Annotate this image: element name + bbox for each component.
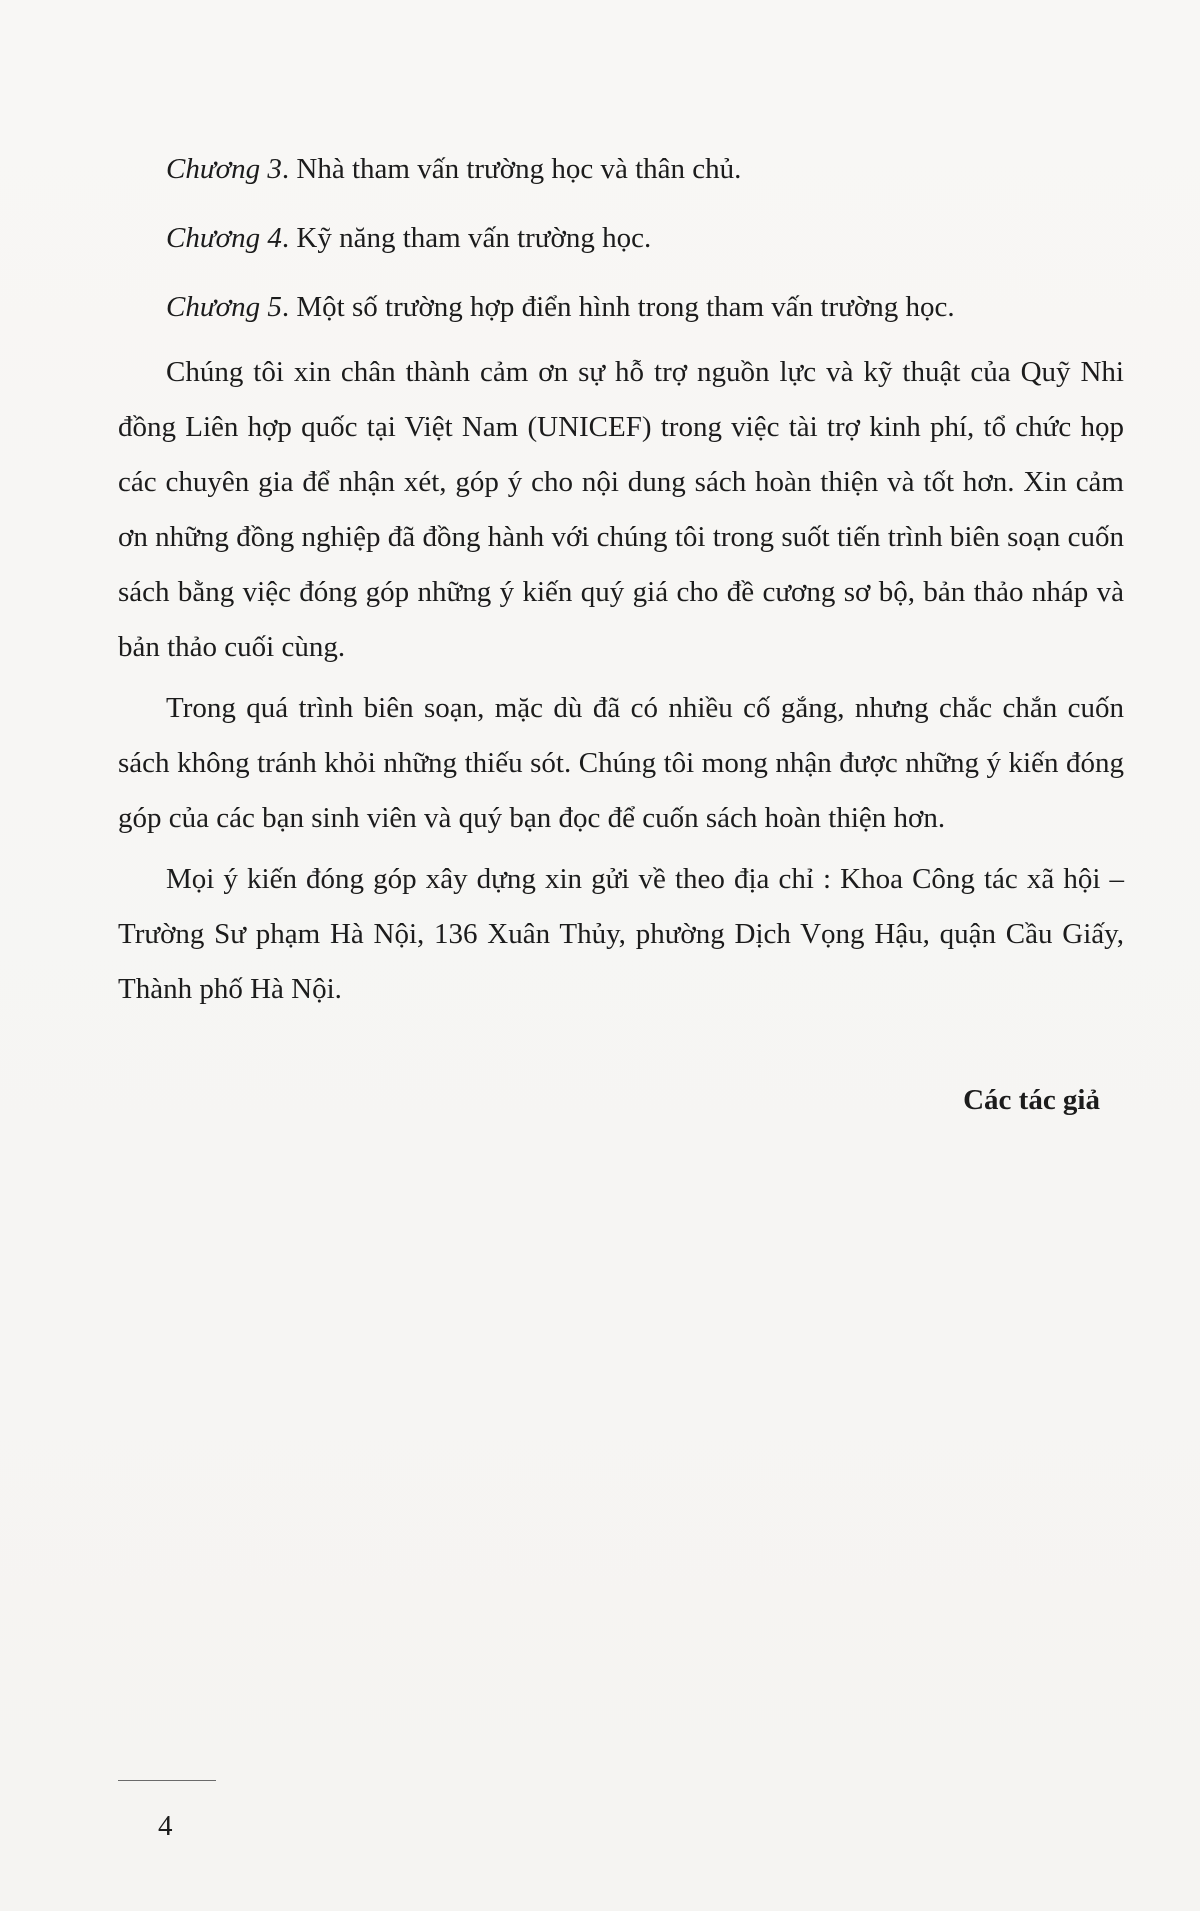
- chapter-label: Chương 3: [166, 153, 282, 185]
- chapter-title: . Một số trường hợp điển hình trong tham vấn trường học.: [281, 291, 955, 323]
- chapter-title: . Kỹ năng tham vấn trường học.: [281, 222, 652, 254]
- body-text: [166, 142, 1142, 349]
- footer-rule: [118, 1780, 216, 1781]
- chapter-line-4: [166, 211, 1142, 266]
- chapter-line-5: [166, 280, 1142, 335]
- chapter-label: Chương 5: [166, 291, 282, 323]
- chapter-label: Chương 4: [166, 222, 282, 254]
- signature: Các tác giả: [963, 1084, 1100, 1116]
- chapter-line-3: [166, 142, 1142, 197]
- acknowledgement-paragraph: Chúng tôi xin chân thành cảm ơn sự hỗ trợ nguồn lực và kỹ thuật của Quỹ Nhi đồng Liên hợp quốc tại Việt Nam (UNICEF) trong việc tài trợ kinh phí, tổ chức họp các chuyên gia để nhận xét, góp ý cho nội dung sách hoàn thiện và tốt hơn. Xin cảm ơn những đồng nghiệp đã đồng hành với chúng tôi trong suốt tiến trình biên soạn cuốn sách bằng việc đóng góp những ý kiến quý giá cho đề cương sơ bộ, bản thảo nháp và bản thảo cuối cùng.: [118, 356, 1124, 663]
- apology-paragraph: Trong quá trình biên soạn, mặc dù đã có nhiều cố gắng, nhưng chắc chắn cuốn sách không tránh khỏi những thiếu sót. Chúng tôi mong nhận được những ý kiến đóng góp của các bạn sinh viên và quý bạn đọc để cuốn sách hoàn thiện hơn.: [118, 692, 1124, 834]
- paragraphs: [118, 345, 1124, 1017]
- contact-paragraph: Mọi ý kiến đóng góp xây dựng xin gửi về theo địa chỉ : Khoa Công tác xã hội – Trường Sư phạm Hà Nội, 136 Xuân Thủy, phường Dịch Vọng Hậu, quận Cầu Giấy, Thành phố Hà Nội.: [118, 863, 1124, 1005]
- page-number: 4: [158, 1810, 173, 1842]
- chapter-title: . Nhà tham vấn trường học và thân chủ.: [281, 153, 742, 185]
